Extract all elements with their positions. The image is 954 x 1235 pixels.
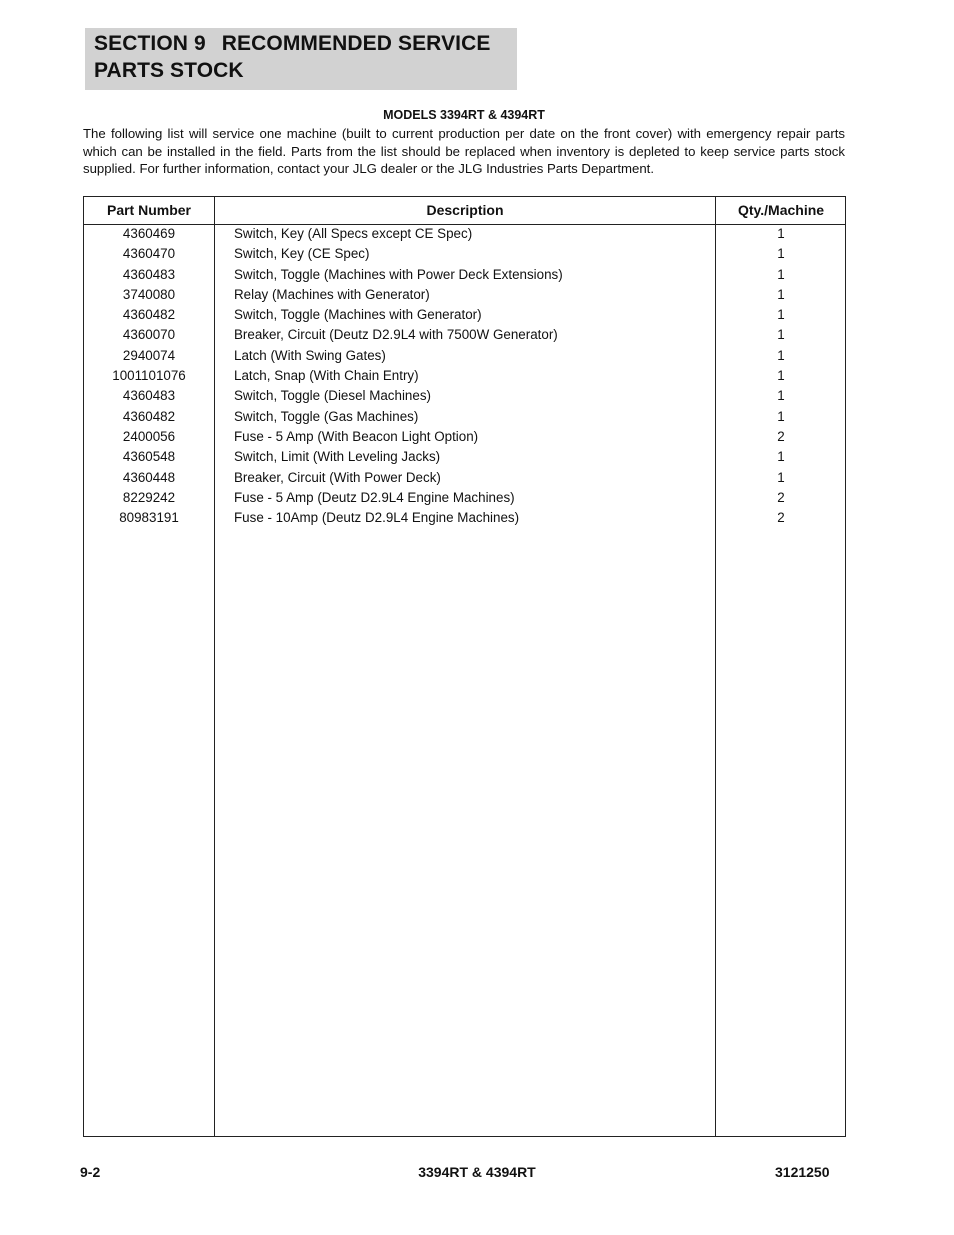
table-row <box>84 407 845 427</box>
description-cell: Switch, Limit (With Leveling Jacks) <box>234 449 441 465</box>
section-title-line-1 <box>94 30 517 57</box>
part-number-cell: 80983191 <box>119 510 179 526</box>
table-row <box>84 346 845 366</box>
table-row <box>84 366 845 386</box>
section-title-part-1: RECOMMENDED SERVICE <box>221 32 491 55</box>
parts-table <box>83 196 846 1137</box>
qty-cell: 1 <box>777 246 785 262</box>
part-number-cell: 4360483 <box>122 266 176 282</box>
table-row <box>84 386 845 406</box>
part-number-cell: 8229242 <box>122 489 176 505</box>
header-description: Description <box>426 202 504 218</box>
qty-cell: 1 <box>777 226 785 241</box>
qty-cell: 1 <box>777 469 785 485</box>
part-number-cell: 2400056 <box>122 428 176 444</box>
description-cell: Breaker, Circuit (With Power Deck) <box>234 469 441 485</box>
section-number: SECTION 9 <box>94 32 206 55</box>
description-cell: Relay (Machines with Generator) <box>234 286 430 302</box>
qty-cell: 1 <box>777 307 785 323</box>
qty-cell: 1 <box>777 408 785 424</box>
description-cell: Switch, Toggle (Machines with Generator) <box>234 307 482 323</box>
part-number-cell: 3740080 <box>122 286 176 302</box>
part-number-cell: 4360483 <box>122 388 176 404</box>
description-cell: Switch, Toggle (Diesel Machines) <box>234 388 431 404</box>
part-number-cell: 4360469 <box>122 226 176 241</box>
qty-cell: 1 <box>777 368 785 384</box>
qty-cell: 2 <box>777 489 785 505</box>
description-cell: Fuse - 5 Amp (Deutz D2.9L4 Engine Machines) <box>234 489 515 505</box>
header-part-number: Part Number <box>106 202 192 218</box>
header-qty-machine: Qty./Machine <box>737 202 825 218</box>
description-cell: Switch, Key (CE Spec) <box>234 246 370 262</box>
footer-page-number: 9-2 <box>80 1164 101 1180</box>
table-row <box>84 224 845 244</box>
table-row <box>84 468 845 488</box>
table-row <box>84 508 845 528</box>
table-row <box>84 305 845 325</box>
qty-cell: 1 <box>777 327 785 343</box>
qty-cell: 2 <box>777 510 785 526</box>
description-cell: Fuse - 5 Amp (With Beacon Light Option) <box>234 428 479 444</box>
table-row <box>84 244 845 264</box>
section-header <box>85 28 517 90</box>
qty-cell: 1 <box>777 266 785 282</box>
description-cell: Fuse - 10Amp (Deutz D2.9L4 Engine Machines) <box>234 510 520 526</box>
models-heading: MODELS 3394RT & 4394RT <box>383 108 545 122</box>
qty-cell: 1 <box>777 388 785 404</box>
table-row <box>84 285 845 305</box>
footer-models: 3394RT & 4394RT <box>418 1164 536 1180</box>
description-cell: Switch, Toggle (Gas Machines) <box>234 408 419 424</box>
intro-paragraph: The following list will service one machine (built to current production per date on the front cover) with emergency repair parts which can be installed in the field. Parts from the list should be replaced when inventory is depleted to keep service parts stock supplied. For further information, contact your JLG dealer or the JLG Industries Parts Department. <box>83 126 845 177</box>
table-row <box>84 427 845 447</box>
table-row <box>84 447 845 467</box>
qty-cell: 1 <box>777 449 785 465</box>
part-number-cell: 4360548 <box>122 449 176 465</box>
qty-cell: 2 <box>777 428 785 444</box>
qty-cell: 1 <box>777 347 785 363</box>
description-cell: Latch, Snap (With Chain Entry) <box>234 368 419 384</box>
table-row <box>84 325 845 345</box>
description-cell: Breaker, Circuit (Deutz D2.9L4 with 7500W Generator) <box>234 327 558 343</box>
part-number-cell: 1001101076 <box>112 368 186 384</box>
description-cell: Latch (With Swing Gates) <box>234 347 386 363</box>
table-body <box>84 224 845 528</box>
part-number-cell: 4360448 <box>122 469 176 485</box>
section-title-part-2: PARTS STOCK <box>94 59 244 82</box>
description-cell: Switch, Key (All Specs except CE Spec) <box>234 226 473 241</box>
part-number-cell: 2940074 <box>122 347 176 363</box>
part-number-cell: 4360482 <box>122 408 176 424</box>
table-row <box>84 265 845 285</box>
part-number-cell: 4360482 <box>122 307 176 323</box>
qty-cell: 1 <box>777 286 785 302</box>
description-cell: Switch, Toggle (Machines with Power Deck Extensions) <box>234 266 563 282</box>
part-number-cell: 4360470 <box>122 246 176 262</box>
footer-doc-number: 3121250 <box>775 1164 830 1180</box>
table-row <box>84 488 845 508</box>
part-number-cell: 4360070 <box>122 327 176 343</box>
